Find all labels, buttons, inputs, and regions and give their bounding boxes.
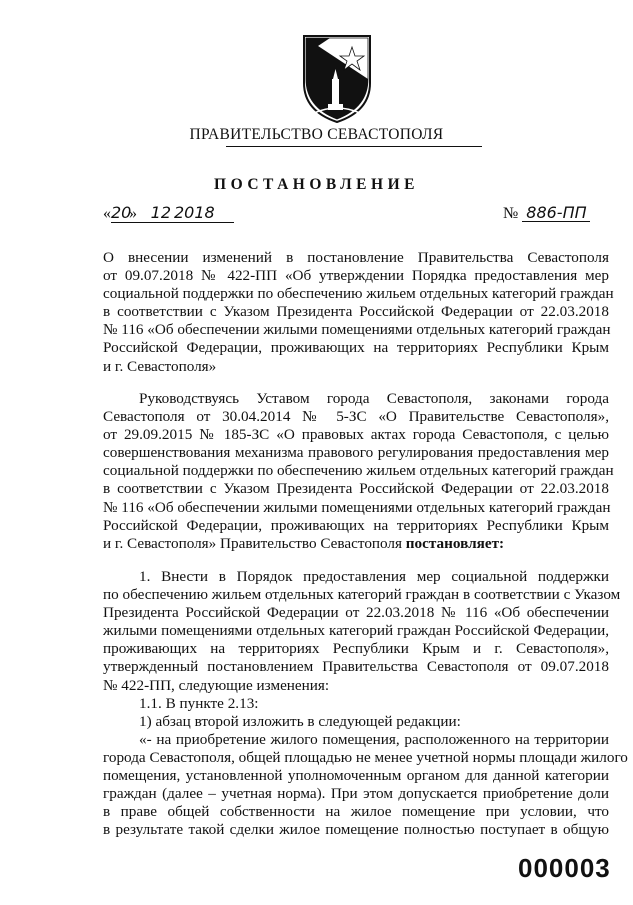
subject-line: социальной поддержки по обеспечению жильем отдельных категорий граждан: [103, 285, 614, 303]
date-close-quote: »: [129, 205, 137, 222]
preamble-line: совершенствования механизма правового регулирования предоставления мер: [103, 444, 609, 462]
preamble-line: от 29.09.2015 № 185-ЗС «О правовых актах города Севастополя, с целью: [103, 426, 609, 444]
preamble-line: социальной поддержки по обеспечению жильем отдельных категорий граждан: [103, 462, 614, 480]
document-subject: [103, 249, 614, 376]
document-number: [503, 205, 590, 223]
preamble-line: Севастополя от 30.04.2014 № 5-ЗС «О Правительстве Севастополя»,: [103, 408, 609, 426]
subject-line: и г. Севастополя»: [103, 357, 217, 375]
body-line: помещения, установленной уполномоченным органом для данной категории: [103, 767, 609, 785]
subject-line: № 116 «Об обеспечении жилыми помещениями отдельных категорий граждан: [103, 321, 611, 339]
body-line: города Севастополя, общей площадью не менее учетной нормы площади жилого: [103, 748, 628, 766]
body-line: 1) абзац второй изложить в следующей редакции:: [139, 712, 461, 730]
preamble-line: Российской Федерации, проживающих на территориях Республики Крым: [103, 516, 609, 534]
header-divider: [226, 146, 482, 147]
preamble-line: № 116 «Об обеспечении жилыми помещениями отдельных категорий граждан: [103, 498, 611, 516]
body-line: 1. Внести в Порядок предоставления мер социальной поддержки: [139, 568, 609, 585]
subject-line: от 09.07.2018 № 422-ПП «Об утверждении Порядка предоставления мер: [103, 267, 609, 285]
government-name: ПРАВИТЕЛЬСТВО СЕВАСТОПОЛЯ: [189, 126, 444, 143]
subject-line: О внесении изменений в постановление Правительства Севастополя: [103, 249, 609, 266]
body-line: жилыми помещениями отдельных категорий граждан Российской Федерации,: [103, 622, 609, 640]
body-line: в праве общей собственности на жилое помещение при условии, что: [103, 803, 609, 821]
body-line: 1.1. В пункте 2.13:: [139, 694, 259, 712]
document-date: [103, 205, 234, 223]
subject-line: в соответствии с Указом Президента Российской Федерации от 22.03.2018: [103, 303, 609, 321]
body-line: проживающих на территориях Республики Крым и г. Севастополя»,: [103, 640, 609, 658]
body-line: граждан (далее – учетная норма). При этом допускается приобретение доли: [103, 785, 609, 803]
preamble-line-last: [103, 535, 609, 553]
number-value: 886-ПП: [522, 205, 590, 222]
body-line: утвержденный постановлением Правительства Севастополя от 09.07.2018: [103, 658, 609, 676]
date-year: 2018: [174, 203, 215, 222]
date-open-quote: «: [103, 205, 111, 222]
document-body: [103, 568, 628, 839]
page-code-stamp: 000003: [518, 853, 611, 883]
body-line: Президента Российской Федерации от 22.03.2018 № 116 «Об обеспечении: [103, 604, 609, 622]
resolves-word: постановляет:: [405, 534, 505, 552]
document-preamble: [103, 390, 614, 553]
body-line: «- на приобретение жилого помещения, расположенного на территории: [139, 730, 609, 748]
body-line: в результате такой сделки жилое помещение полностью поступает в общую: [103, 821, 609, 839]
date-month: 12: [150, 203, 171, 222]
preamble-line: Руководствуясь Уставом города Севастополя, законами города: [139, 390, 609, 407]
document-title: ПОСТАНОВЛЕНИЕ: [214, 176, 419, 193]
preamble-line: в соответствии с Указом Президента Российской Федерации от 22.03.2018: [103, 480, 609, 498]
subject-line: Российской Федерации, проживающих на территориях Республики Крым: [103, 339, 609, 357]
date-day: 20: [111, 203, 132, 222]
number-sign: №: [503, 205, 519, 222]
body-line: по обеспечению жильем отдельных категорий граждан в соответствии с Указом: [103, 586, 621, 604]
preamble-last-text: и г. Севастополя» Правительство Севастополя: [103, 534, 406, 552]
coat-of-arms-emblem: [300, 33, 374, 125]
body-line: № 422-ПП, следующие изменения:: [103, 676, 330, 694]
